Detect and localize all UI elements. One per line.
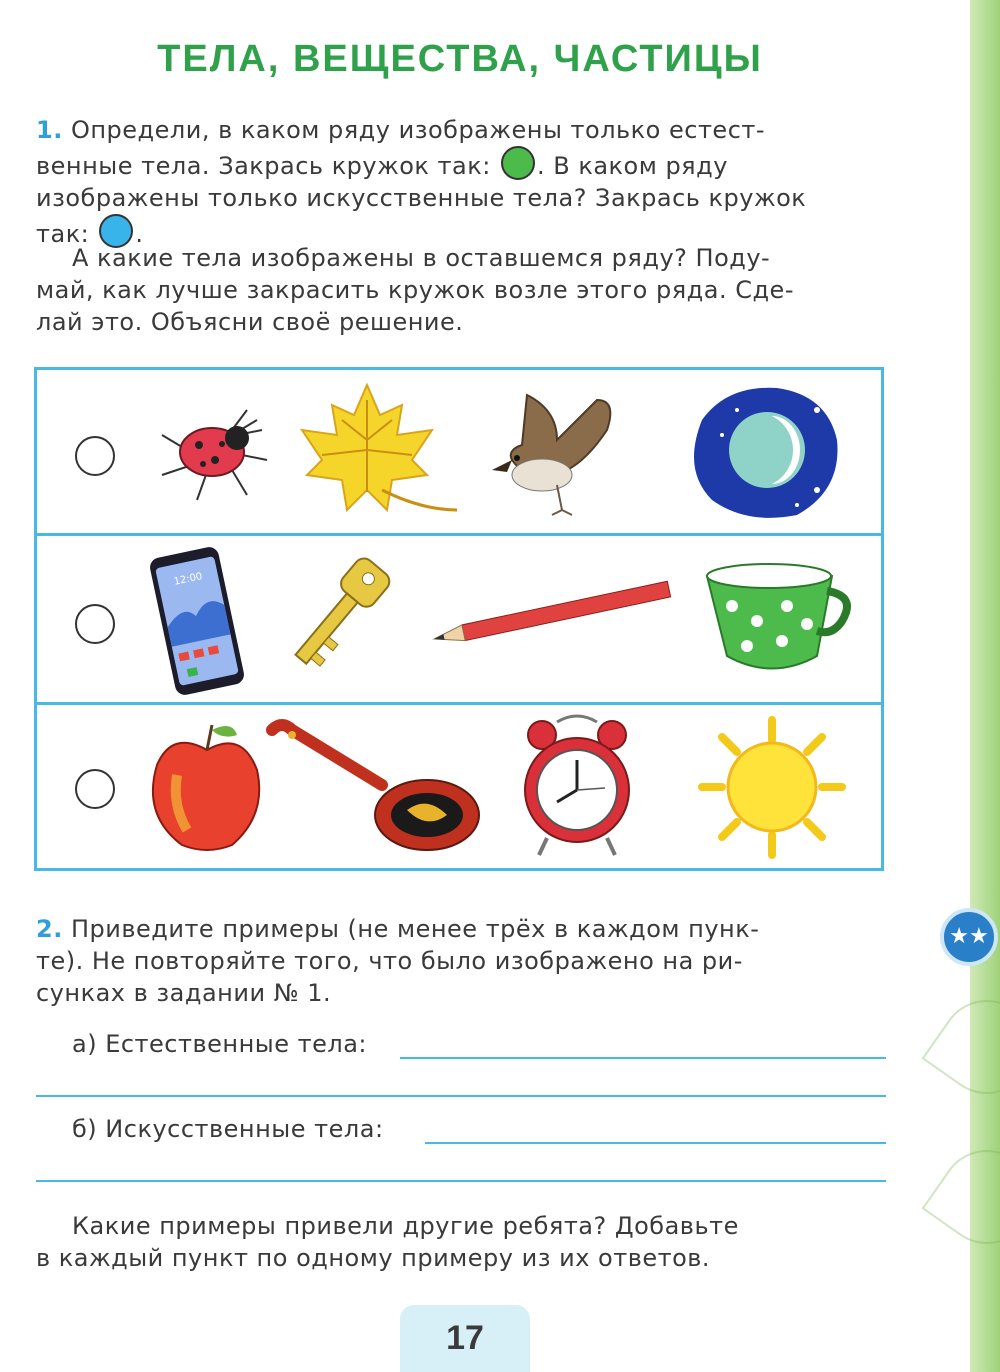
green-dot-icon [501,146,535,180]
task2-question: Какие примеры привели другие ребята? Добавьте в каждый пункт по одному примеру из их ответов. [36,1212,739,1272]
task1-number: 1. [36,116,63,144]
task2-number: 2. [36,915,63,943]
stars-icon: ★★ [940,908,998,966]
row-2-checkbox[interactable] [75,604,115,644]
pencil-icon [422,561,682,671]
wooden-spoon-icon [262,715,482,860]
artificial-bodies-label: б) Искусственные тела: [72,1115,384,1143]
picture-row-2 [37,536,881,705]
cup-icon [697,546,857,691]
picture-row-1 [37,370,881,536]
task1-line2: венные тела. Закрась кружок так: . В каком ряду [36,146,886,182]
row-3-checkbox[interactable] [75,769,115,809]
alarm-clock-icon [517,710,637,865]
apple-icon [142,715,272,860]
key-icon [287,546,397,691]
artificial-bodies-answer-line-2[interactable] [36,1180,886,1182]
task2-line1: 2. Приведите примеры (не менее трёх в каждом пунк- [36,915,760,943]
task1-line3: изображены только искусственные тела? Закрась кружок [36,184,807,212]
smartphone-icon [137,541,257,701]
artificial-bodies-answer-line-1[interactable] [425,1142,886,1144]
row-1-checkbox[interactable] [75,436,115,476]
natural-bodies-answer-line-1[interactable] [400,1057,886,1059]
picture-row-3 [37,705,881,868]
task1-line4: так: . [36,214,886,250]
sun-icon [687,715,857,860]
natural-bodies-answer-line-2[interactable] [36,1095,886,1097]
maple-leaf-icon [292,380,462,525]
moon-night-icon [677,380,847,525]
phone-time: 12:00 [172,571,204,588]
natural-bodies-label: а) Естественные тела: [72,1030,367,1058]
task1-question: А какие тела изображены в оставшемся ряду? Поду- май, как лучше закрасить кружок возле этого ряда. Сде- лай это. Объясни своё решение. [36,244,794,336]
task2-text: 2. Приведите примеры (не менее трёх в каждом пунк- те). Не повторяйте того, что было изображено на ри- сунках в задании № 1. [36,913,886,1009]
page-number: 17 [400,1305,530,1372]
sparrow-icon [487,380,647,525]
task1-text [36,114,886,250]
task1-line1: 1. Определи, в каком ряду изображены только естест- [36,116,766,144]
page-title: ТЕЛА, ВЕЩЕСТВА, ЧАСТИЦЫ [157,38,763,80]
picture-grid [34,367,884,871]
ladybug-icon [137,380,287,525]
